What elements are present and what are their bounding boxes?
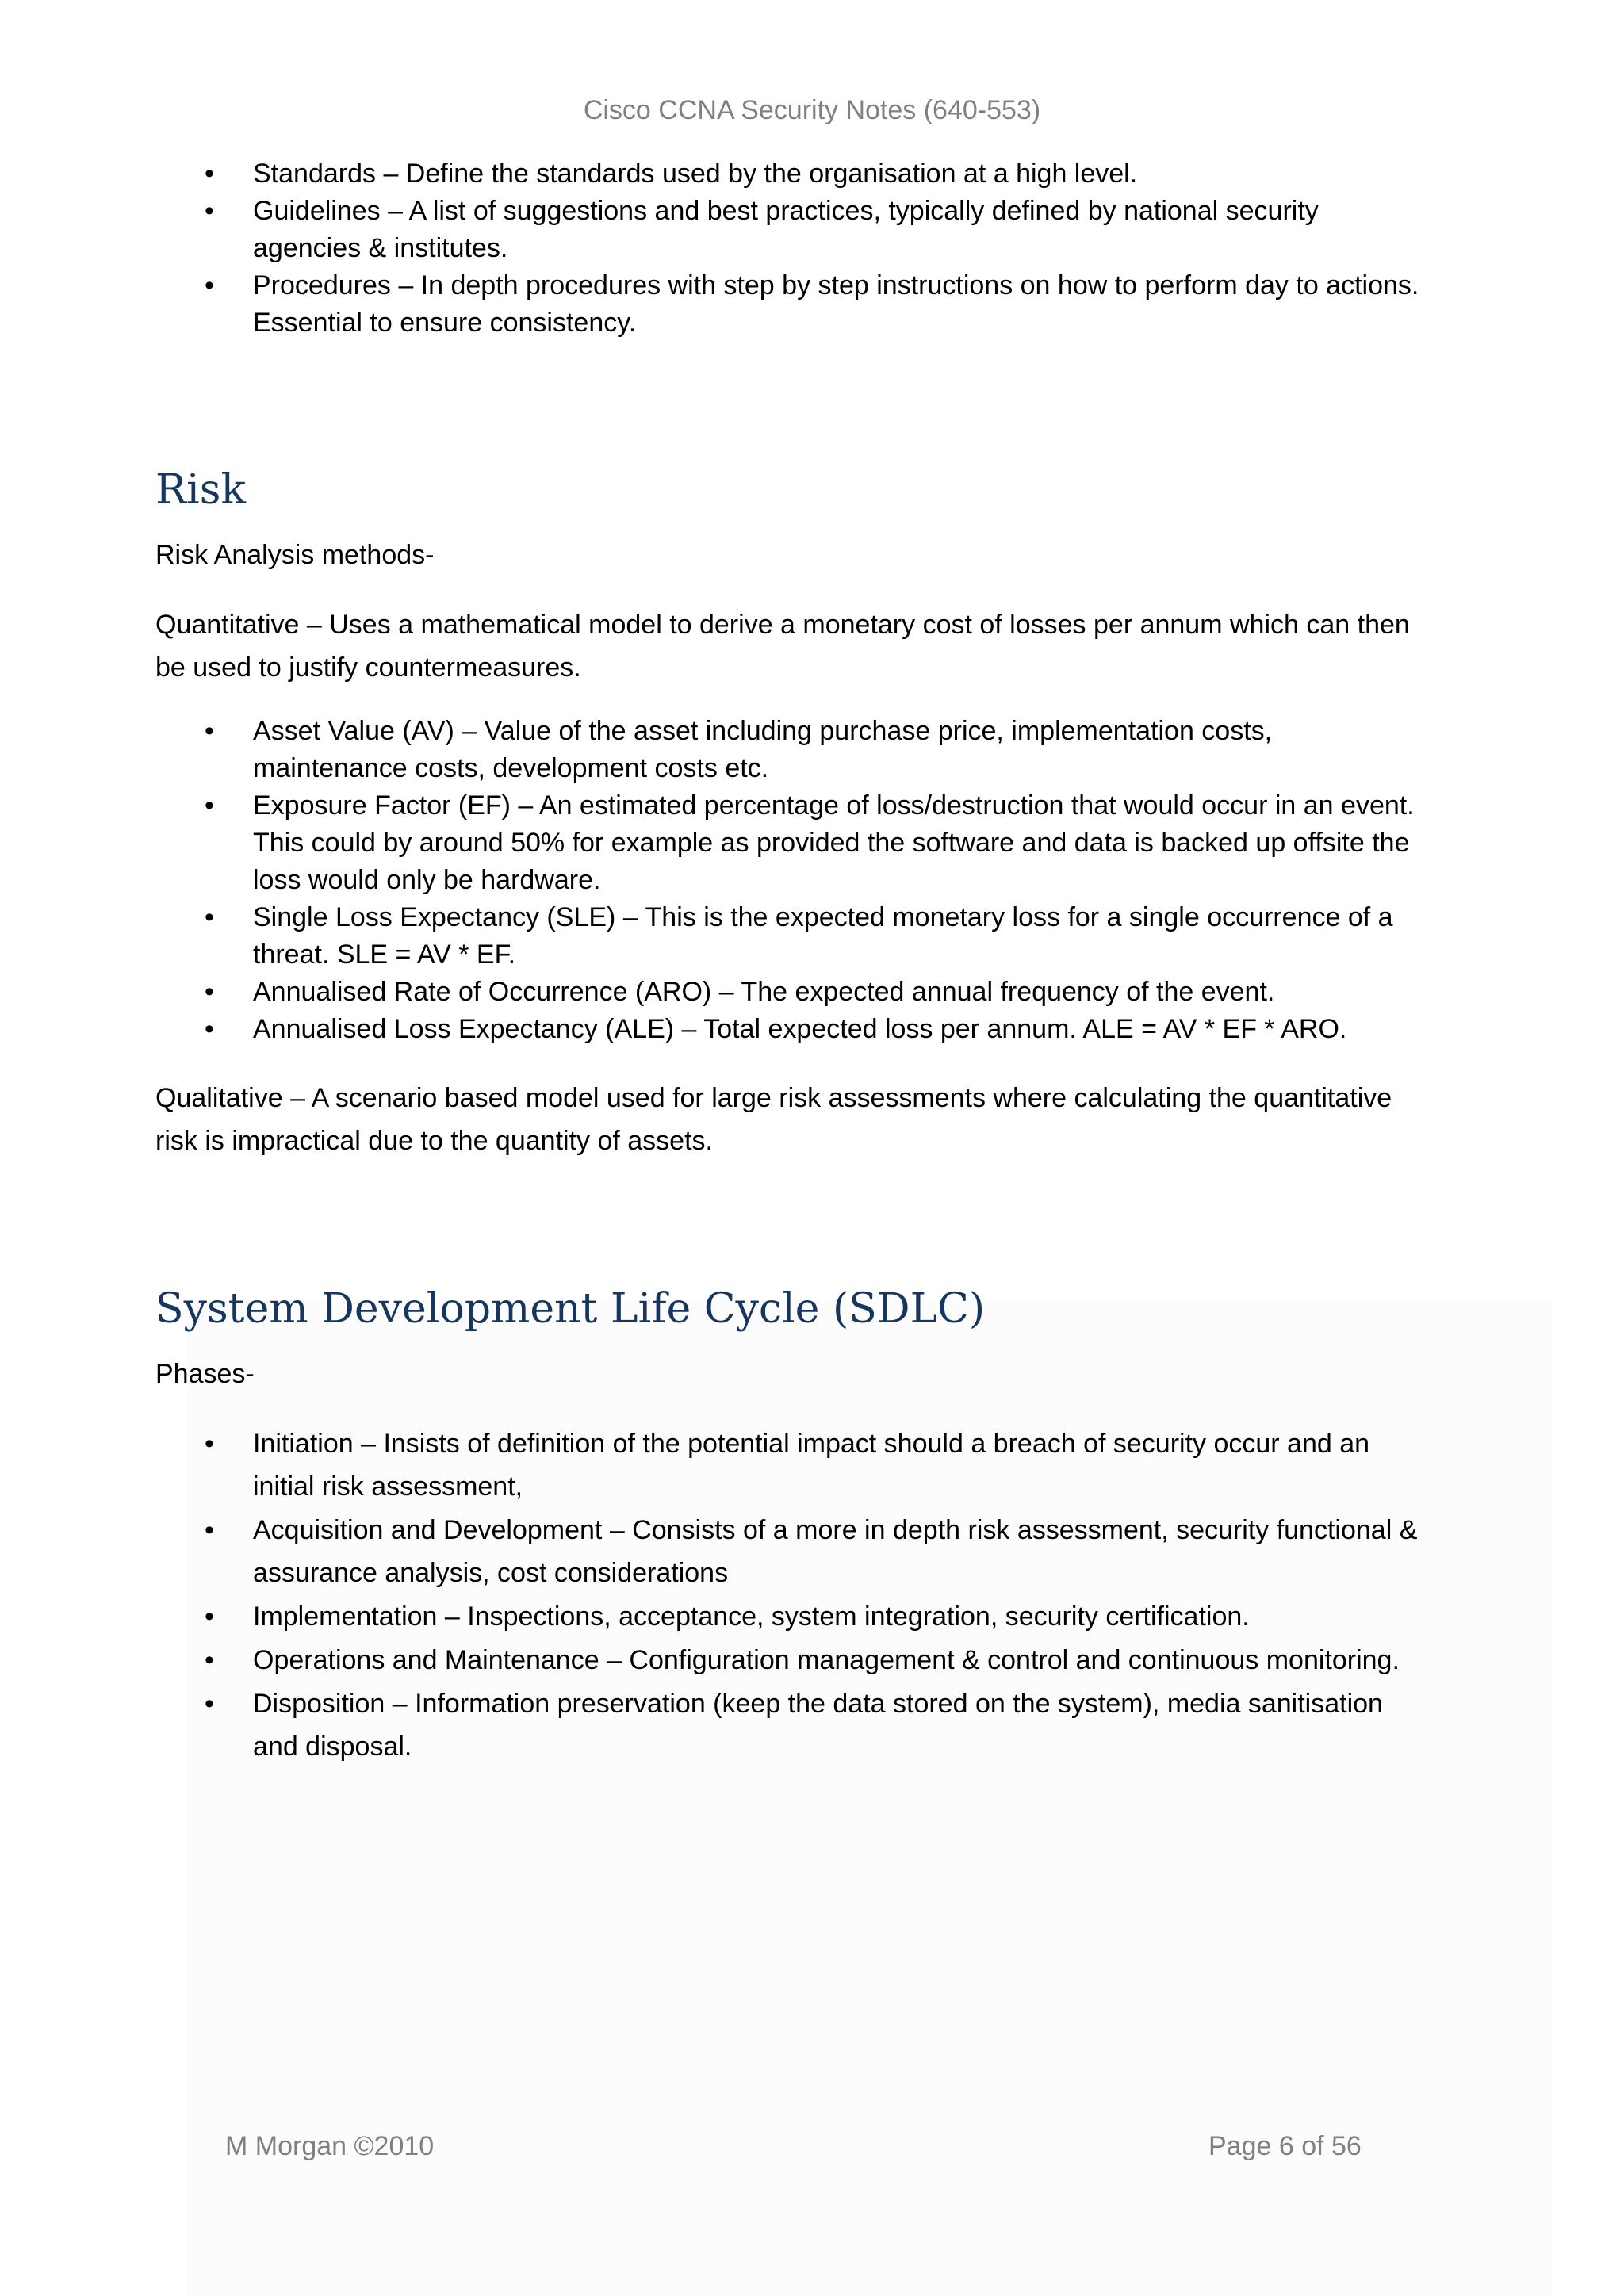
list-item: • Acquisition and Development – Consists of a more in depth risk assessment, security functional & assurance analysis, cost considerations xyxy=(155,1509,1424,1594)
bullet-icon: • xyxy=(205,1689,214,1719)
bullet-icon: • xyxy=(205,159,214,189)
list-item: • Annualised Rate of Occurrence (ARO) – The expected annual frequency of the event. xyxy=(155,974,1424,1011)
list-item: • Annualised Loss Expectancy (ALE) – Total expected loss per annum. ALE = AV * EF * ARO. xyxy=(155,1011,1424,1048)
list-item: • Exposure Factor (EF) – An estimated percentage of loss/destruction that would occur in an event. This could by around 50% for example as provided the software and data is backed up offsite the loss would only be hardware. xyxy=(155,787,1424,899)
page-content xyxy=(155,155,1424,1769)
bullet-icon: • xyxy=(205,716,214,746)
bullet-icon: • xyxy=(205,1515,214,1545)
list-item: • Implementation – Inspections, acceptance, system integration, security certification. xyxy=(155,1595,1424,1638)
bullet-icon: • xyxy=(205,270,214,300)
sdlc-heading: System Development Life Cycle (SDLC) xyxy=(155,1285,986,1333)
list-item: • Single Loss Expectancy (SLE) – This is the expected monetary loss for a single occurrence of a threat. SLE = AV * EF. xyxy=(155,899,1424,974)
bullet-icon: • xyxy=(205,1645,214,1675)
intro-list xyxy=(155,155,1424,342)
sdlc-phases-label: Phases- xyxy=(155,1359,255,1389)
bullet-icon: • xyxy=(205,1014,214,1044)
bullet-icon: • xyxy=(205,977,214,1007)
risk-list xyxy=(155,713,1424,1048)
bullet-icon: • xyxy=(205,1429,214,1459)
list-item: • Asset Value (AV) – Value of the asset including purchase price, implementation costs, maintenance costs, development costs etc. xyxy=(155,713,1424,787)
bullet-icon: • xyxy=(205,902,214,932)
bullet-icon: • xyxy=(205,196,214,226)
risk-methods-label: Risk Analysis methods- xyxy=(155,540,435,570)
page-header: Cisco CCNA Security Notes (640-553) xyxy=(583,95,1041,125)
risk-qualitative: Qualitative – A scenario based model used for large risk assessments where calculating the quantitative risk is impractical due to the quantity of assets. xyxy=(155,1083,1392,1156)
list-item: • Guidelines – A list of suggestions and best practices, typically defined by national security agencies & institutes. xyxy=(155,193,1424,267)
footer-author: M Morgan ©2010 xyxy=(225,2131,435,2161)
list-item: • Procedures – In depth procedures with step by step instructions on how to perform day to actions. Essential to ensure consistency. xyxy=(155,267,1424,342)
list-item: • Initiation – Insists of definition of the potential impact should a breach of security occur and an initial risk assessment, xyxy=(155,1422,1424,1508)
risk-heading: Risk xyxy=(155,466,246,514)
list-item: • Disposition – Information preservation (keep the data stored on the system), media sanitisation and disposal. xyxy=(155,1682,1424,1768)
list-item: • Operations and Maintenance – Configuration management & control and continuous monitoring. xyxy=(155,1639,1424,1682)
risk-quantitative: Quantitative – Uses a mathematical model to derive a monetary cost of losses per annum which can then be used to justify countermeasures. xyxy=(155,610,1410,683)
footer-page-number: Page 6 of 56 xyxy=(1208,2131,1362,2161)
list-item: • Standards – Define the standards used by the organisation at a high level. xyxy=(155,155,1424,193)
bullet-icon: • xyxy=(205,1601,214,1632)
bullet-icon: • xyxy=(205,790,214,821)
sdlc-list xyxy=(155,1422,1424,1768)
